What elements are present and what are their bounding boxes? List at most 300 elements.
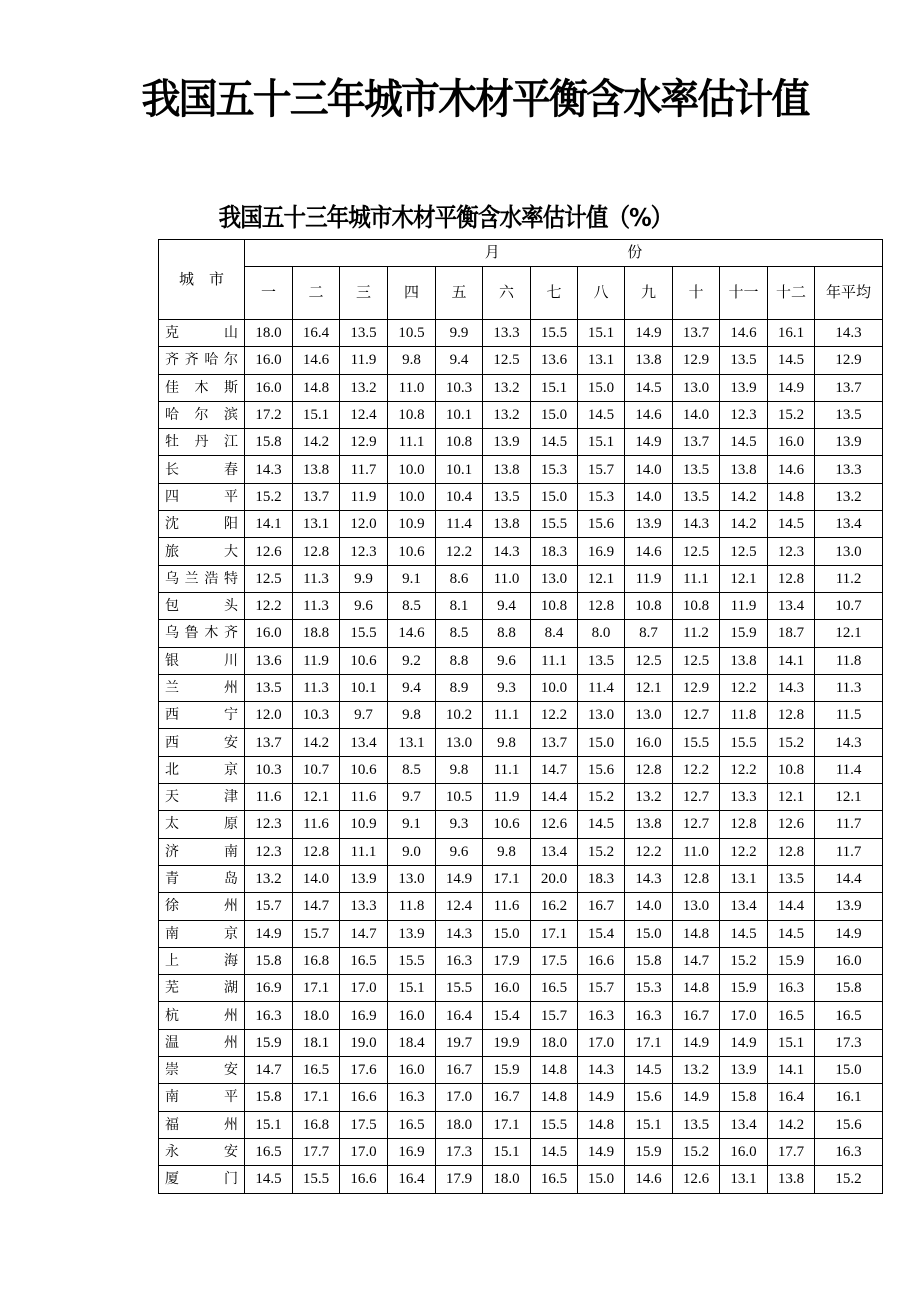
city-name-cell: 永安 xyxy=(159,1138,245,1165)
monthly-value-cell: 13.1 xyxy=(578,347,625,374)
monthly-value-cell: 15.1 xyxy=(245,1111,293,1138)
monthly-value-cell: 13.7 xyxy=(673,429,720,456)
monthly-value-cell: 15.5 xyxy=(673,729,720,756)
monthly-value-cell: 14.5 xyxy=(720,429,768,456)
monthly-value-cell: 12.5 xyxy=(625,647,673,674)
monthly-value-cell: 14.0 xyxy=(673,401,720,428)
monthly-value-cell: 15.1 xyxy=(483,1138,531,1165)
monthly-value-cell: 18.3 xyxy=(531,538,578,565)
monthly-value-cell: 13.5 xyxy=(340,320,388,347)
monthly-value-cell: 13.0 xyxy=(673,374,720,401)
monthly-value-cell: 12.3 xyxy=(245,811,293,838)
table-row xyxy=(159,1111,883,1138)
monthly-value-cell: 17.9 xyxy=(436,1166,483,1193)
monthly-value-cell: 15.4 xyxy=(483,1002,531,1029)
monthly-value-cell: 14.4 xyxy=(768,893,815,920)
monthly-value-cell: 12.7 xyxy=(673,811,720,838)
monthly-value-cell: 17.1 xyxy=(293,975,340,1002)
monthly-value-cell: 10.8 xyxy=(673,592,720,619)
monthly-value-cell: 18.3 xyxy=(578,865,625,892)
monthly-value-cell: 15.1 xyxy=(293,401,340,428)
table-row xyxy=(159,784,883,811)
city-name-cell: 杭州 xyxy=(159,1002,245,1029)
monthly-value-cell: 10.9 xyxy=(340,811,388,838)
monthly-value-cell: 17.1 xyxy=(531,920,578,947)
monthly-value-cell: 11.9 xyxy=(483,784,531,811)
monthly-value-cell: 16.3 xyxy=(245,1002,293,1029)
monthly-value-cell: 8.5 xyxy=(388,756,436,783)
table-row xyxy=(159,1138,883,1165)
annual-average-cell: 14.3 xyxy=(815,320,883,347)
monthly-value-cell: 15.6 xyxy=(625,1084,673,1111)
monthly-value-cell: 8.1 xyxy=(436,592,483,619)
city-name-cell: 乌兰浩特 xyxy=(159,565,245,592)
monthly-value-cell: 16.0 xyxy=(388,1057,436,1084)
monthly-value-cell: 15.3 xyxy=(625,975,673,1002)
monthly-value-cell: 13.9 xyxy=(483,429,531,456)
monthly-value-cell: 11.6 xyxy=(340,784,388,811)
annual-average-cell: 11.7 xyxy=(815,811,883,838)
monthly-value-cell: 13.2 xyxy=(483,401,531,428)
moisture-table xyxy=(158,239,883,1194)
monthly-value-cell: 10.7 xyxy=(293,756,340,783)
monthly-value-cell: 15.0 xyxy=(531,401,578,428)
annual-average-cell: 11.2 xyxy=(815,565,883,592)
monthly-value-cell: 12.2 xyxy=(673,756,720,783)
monthly-value-cell: 17.6 xyxy=(340,1057,388,1084)
monthly-value-cell: 15.7 xyxy=(578,975,625,1002)
city-name-cell: 济南 xyxy=(159,838,245,865)
city-name-cell: 乌鲁木齐 xyxy=(159,620,245,647)
monthly-value-cell: 15.3 xyxy=(578,483,625,510)
monthly-value-cell: 12.9 xyxy=(340,429,388,456)
monthly-value-cell: 15.9 xyxy=(768,947,815,974)
monthly-value-cell: 9.3 xyxy=(483,674,531,701)
table-row xyxy=(159,674,883,701)
monthly-value-cell: 14.3 xyxy=(673,511,720,538)
monthly-value-cell: 14.9 xyxy=(673,1029,720,1056)
monthly-value-cell: 11.1 xyxy=(531,647,578,674)
monthly-value-cell: 16.3 xyxy=(436,947,483,974)
monthly-value-cell: 18.0 xyxy=(483,1166,531,1193)
monthly-value-cell: 13.9 xyxy=(388,920,436,947)
annual-average-cell: 11.8 xyxy=(815,647,883,674)
monthly-value-cell: 10.8 xyxy=(436,429,483,456)
monthly-value-cell: 13.8 xyxy=(720,456,768,483)
monthly-value-cell: 16.9 xyxy=(245,975,293,1002)
monthly-value-cell: 15.8 xyxy=(245,947,293,974)
monthly-value-cell: 14.5 xyxy=(768,347,815,374)
monthly-value-cell: 13.9 xyxy=(625,511,673,538)
monthly-value-cell: 8.6 xyxy=(436,565,483,592)
monthly-value-cell: 14.5 xyxy=(578,811,625,838)
table-row xyxy=(159,320,883,347)
month-header: 八 xyxy=(578,267,625,320)
header-row-1 xyxy=(159,240,883,267)
monthly-value-cell: 16.4 xyxy=(388,1166,436,1193)
table-row xyxy=(159,947,883,974)
monthly-value-cell: 14.5 xyxy=(245,1166,293,1193)
monthly-value-cell: 18.7 xyxy=(768,620,815,647)
annual-average-cell: 13.9 xyxy=(815,429,883,456)
monthly-value-cell: 14.5 xyxy=(625,1057,673,1084)
monthly-value-cell: 14.8 xyxy=(531,1084,578,1111)
annual-average-cell: 12.9 xyxy=(815,347,883,374)
monthly-value-cell: 16.9 xyxy=(340,1002,388,1029)
monthly-value-cell: 13.4 xyxy=(531,838,578,865)
monthly-value-cell: 10.4 xyxy=(436,483,483,510)
monthly-value-cell: 10.3 xyxy=(293,702,340,729)
monthly-value-cell: 13.8 xyxy=(625,347,673,374)
monthly-value-cell: 10.1 xyxy=(436,401,483,428)
monthly-value-cell: 11.6 xyxy=(483,893,531,920)
month-header: 七 xyxy=(531,267,578,320)
monthly-value-cell: 12.8 xyxy=(293,538,340,565)
monthly-value-cell: 9.8 xyxy=(388,702,436,729)
monthly-value-cell: 14.5 xyxy=(768,511,815,538)
monthly-value-cell: 16.7 xyxy=(436,1057,483,1084)
monthly-value-cell: 13.5 xyxy=(720,347,768,374)
monthly-value-cell: 12.2 xyxy=(720,756,768,783)
city-name-cell: 天津 xyxy=(159,784,245,811)
monthly-value-cell: 9.7 xyxy=(388,784,436,811)
monthly-value-cell: 17.1 xyxy=(483,865,531,892)
monthly-value-cell: 12.1 xyxy=(768,784,815,811)
monthly-value-cell: 12.1 xyxy=(293,784,340,811)
monthly-value-cell: 12.3 xyxy=(340,538,388,565)
monthly-value-cell: 15.5 xyxy=(388,947,436,974)
table-row xyxy=(159,565,883,592)
annual-average-cell: 11.4 xyxy=(815,756,883,783)
monthly-value-cell: 12.8 xyxy=(768,838,815,865)
monthly-value-cell: 12.3 xyxy=(720,401,768,428)
monthly-value-cell: 11.6 xyxy=(293,811,340,838)
city-column-header: 城 市 xyxy=(159,240,245,320)
monthly-value-cell: 15.5 xyxy=(436,975,483,1002)
monthly-value-cell: 14.7 xyxy=(245,1057,293,1084)
monthly-value-cell: 11.1 xyxy=(483,756,531,783)
monthly-value-cell: 14.3 xyxy=(578,1057,625,1084)
monthly-value-cell: 12.8 xyxy=(578,592,625,619)
city-name-cell: 齐齐哈尔 xyxy=(159,347,245,374)
city-name-cell: 厦门 xyxy=(159,1166,245,1193)
monthly-value-cell: 10.8 xyxy=(388,401,436,428)
table-row xyxy=(159,702,883,729)
monthly-value-cell: 13.1 xyxy=(293,511,340,538)
monthly-value-cell: 14.5 xyxy=(768,920,815,947)
monthly-value-cell: 10.0 xyxy=(531,674,578,701)
monthly-value-cell: 16.5 xyxy=(768,1002,815,1029)
monthly-value-cell: 13.0 xyxy=(625,702,673,729)
monthly-value-cell: 13.4 xyxy=(720,893,768,920)
annual-average-cell: 15.8 xyxy=(815,975,883,1002)
monthly-value-cell: 14.9 xyxy=(625,320,673,347)
month-header: 一 xyxy=(245,267,293,320)
annual-average-cell: 14.9 xyxy=(815,920,883,947)
monthly-value-cell: 11.0 xyxy=(673,838,720,865)
monthly-value-cell: 14.3 xyxy=(625,865,673,892)
monthly-value-cell: 11.6 xyxy=(245,784,293,811)
monthly-value-cell: 13.7 xyxy=(531,729,578,756)
monthly-value-cell: 16.9 xyxy=(388,1138,436,1165)
month-header: 六 xyxy=(483,267,531,320)
monthly-value-cell: 11.1 xyxy=(673,565,720,592)
monthly-value-cell: 15.7 xyxy=(245,893,293,920)
monthly-value-cell: 17.7 xyxy=(293,1138,340,1165)
annual-average-cell: 14.3 xyxy=(815,729,883,756)
monthly-value-cell: 12.5 xyxy=(720,538,768,565)
monthly-value-cell: 13.3 xyxy=(340,893,388,920)
monthly-value-cell: 13.0 xyxy=(388,865,436,892)
monthly-value-cell: 15.2 xyxy=(720,947,768,974)
monthly-value-cell: 12.2 xyxy=(720,838,768,865)
city-name-cell: 银川 xyxy=(159,647,245,674)
table-row xyxy=(159,1084,883,1111)
annual-average-cell: 11.3 xyxy=(815,674,883,701)
monthly-value-cell: 11.3 xyxy=(293,592,340,619)
monthly-value-cell: 14.0 xyxy=(293,865,340,892)
month-header: 十一 xyxy=(720,267,768,320)
monthly-value-cell: 9.1 xyxy=(388,811,436,838)
monthly-value-cell: 15.2 xyxy=(673,1138,720,1165)
monthly-value-cell: 12.7 xyxy=(673,702,720,729)
monthly-value-cell: 11.3 xyxy=(293,674,340,701)
monthly-value-cell: 14.6 xyxy=(293,347,340,374)
monthly-value-cell: 9.3 xyxy=(436,811,483,838)
monthly-value-cell: 9.6 xyxy=(340,592,388,619)
monthly-value-cell: 17.7 xyxy=(768,1138,815,1165)
month-header: 四 xyxy=(388,267,436,320)
monthly-value-cell: 14.6 xyxy=(768,456,815,483)
monthly-value-cell: 17.1 xyxy=(625,1029,673,1056)
monthly-value-cell: 12.6 xyxy=(673,1166,720,1193)
monthly-value-cell: 14.3 xyxy=(483,538,531,565)
monthly-value-cell: 12.8 xyxy=(293,838,340,865)
city-name-cell: 西安 xyxy=(159,729,245,756)
monthly-value-cell: 15.6 xyxy=(578,756,625,783)
city-name-cell: 崇安 xyxy=(159,1057,245,1084)
monthly-value-cell: 14.2 xyxy=(720,511,768,538)
monthly-value-cell: 14.9 xyxy=(436,865,483,892)
monthly-value-cell: 15.2 xyxy=(245,483,293,510)
monthly-value-cell: 17.1 xyxy=(483,1111,531,1138)
annual-average-cell: 16.1 xyxy=(815,1084,883,1111)
month-header: 十 xyxy=(673,267,720,320)
month-header: 三 xyxy=(340,267,388,320)
monthly-value-cell: 15.5 xyxy=(531,1111,578,1138)
monthly-value-cell: 12.5 xyxy=(673,538,720,565)
monthly-value-cell: 8.8 xyxy=(436,647,483,674)
table-row xyxy=(159,865,883,892)
monthly-value-cell: 14.2 xyxy=(768,1111,815,1138)
city-name-cell: 太原 xyxy=(159,811,245,838)
monthly-value-cell: 16.2 xyxy=(531,893,578,920)
monthly-value-cell: 12.0 xyxy=(245,702,293,729)
monthly-value-cell: 13.8 xyxy=(293,456,340,483)
monthly-value-cell: 9.9 xyxy=(436,320,483,347)
monthly-value-cell: 14.7 xyxy=(673,947,720,974)
monthly-value-cell: 12.4 xyxy=(436,893,483,920)
city-name-cell: 哈尔滨 xyxy=(159,401,245,428)
monthly-value-cell: 16.8 xyxy=(293,947,340,974)
monthly-value-cell: 18.8 xyxy=(293,620,340,647)
monthly-value-cell: 9.6 xyxy=(483,647,531,674)
monthly-value-cell: 10.8 xyxy=(768,756,815,783)
monthly-value-cell: 13.0 xyxy=(673,893,720,920)
monthly-value-cell: 16.7 xyxy=(673,1002,720,1029)
monthly-value-cell: 11.3 xyxy=(293,565,340,592)
monthly-value-cell: 13.1 xyxy=(720,865,768,892)
monthly-value-cell: 11.8 xyxy=(388,893,436,920)
monthly-value-cell: 16.6 xyxy=(340,1084,388,1111)
monthly-value-cell: 14.6 xyxy=(720,320,768,347)
annual-average-cell: 11.5 xyxy=(815,702,883,729)
monthly-value-cell: 16.0 xyxy=(625,729,673,756)
monthly-value-cell: 15.5 xyxy=(531,511,578,538)
month-group-label-right: 份 xyxy=(627,245,643,261)
monthly-value-cell: 10.1 xyxy=(340,674,388,701)
monthly-value-cell: 14.5 xyxy=(625,374,673,401)
monthly-value-cell: 12.9 xyxy=(673,347,720,374)
monthly-value-cell: 9.2 xyxy=(388,647,436,674)
monthly-value-cell: 14.7 xyxy=(531,756,578,783)
monthly-value-cell: 13.8 xyxy=(720,647,768,674)
monthly-value-cell: 16.4 xyxy=(293,320,340,347)
monthly-value-cell: 19.0 xyxy=(340,1029,388,1056)
city-name-cell: 旅大 xyxy=(159,538,245,565)
monthly-value-cell: 16.0 xyxy=(768,429,815,456)
city-name-cell: 上海 xyxy=(159,947,245,974)
monthly-value-cell: 17.1 xyxy=(293,1084,340,1111)
month-header: 二 xyxy=(293,267,340,320)
monthly-value-cell: 13.1 xyxy=(388,729,436,756)
monthly-value-cell: 13.4 xyxy=(768,592,815,619)
monthly-value-cell: 11.7 xyxy=(340,456,388,483)
annual-average-header: 年平均 xyxy=(815,267,883,320)
monthly-value-cell: 15.7 xyxy=(531,1002,578,1029)
monthly-value-cell: 18.1 xyxy=(293,1029,340,1056)
monthly-value-cell: 13.3 xyxy=(720,784,768,811)
annual-average-cell: 13.3 xyxy=(815,456,883,483)
monthly-value-cell: 11.0 xyxy=(483,565,531,592)
monthly-value-cell: 15.9 xyxy=(720,620,768,647)
monthly-value-cell: 12.6 xyxy=(531,811,578,838)
monthly-value-cell: 15.8 xyxy=(625,947,673,974)
monthly-value-cell: 16.0 xyxy=(720,1138,768,1165)
monthly-value-cell: 9.9 xyxy=(340,565,388,592)
monthly-value-cell: 9.8 xyxy=(483,838,531,865)
header-row-2 xyxy=(159,267,883,320)
annual-average-cell: 16.5 xyxy=(815,1002,883,1029)
monthly-value-cell: 11.2 xyxy=(673,620,720,647)
monthly-value-cell: 10.5 xyxy=(388,320,436,347)
monthly-value-cell: 9.0 xyxy=(388,838,436,865)
monthly-value-cell: 16.3 xyxy=(625,1002,673,1029)
monthly-value-cell: 12.2 xyxy=(720,674,768,701)
monthly-value-cell: 14.3 xyxy=(436,920,483,947)
monthly-value-cell: 17.3 xyxy=(436,1138,483,1165)
monthly-value-cell: 12.2 xyxy=(436,538,483,565)
monthly-value-cell: 14.8 xyxy=(578,1111,625,1138)
monthly-value-cell: 14.5 xyxy=(720,920,768,947)
monthly-value-cell: 12.5 xyxy=(483,347,531,374)
city-name-cell: 南平 xyxy=(159,1084,245,1111)
monthly-value-cell: 15.3 xyxy=(531,456,578,483)
monthly-value-cell: 13.8 xyxy=(483,511,531,538)
monthly-value-cell: 14.6 xyxy=(625,538,673,565)
monthly-value-cell: 12.0 xyxy=(340,511,388,538)
monthly-value-cell: 12.7 xyxy=(673,784,720,811)
monthly-value-cell: 14.8 xyxy=(673,975,720,1002)
monthly-value-cell: 13.0 xyxy=(578,702,625,729)
monthly-value-cell: 11.9 xyxy=(293,647,340,674)
annual-average-cell: 13.5 xyxy=(815,401,883,428)
monthly-value-cell: 12.8 xyxy=(720,811,768,838)
monthly-value-cell: 16.3 xyxy=(578,1002,625,1029)
monthly-value-cell: 12.5 xyxy=(245,565,293,592)
monthly-value-cell: 10.3 xyxy=(436,374,483,401)
table-row xyxy=(159,838,883,865)
monthly-value-cell: 9.8 xyxy=(436,756,483,783)
monthly-value-cell: 15.5 xyxy=(531,320,578,347)
monthly-value-cell: 19.9 xyxy=(483,1029,531,1056)
monthly-value-cell: 17.0 xyxy=(340,1138,388,1165)
monthly-value-cell: 15.9 xyxy=(245,1029,293,1056)
annual-average-cell: 16.0 xyxy=(815,947,883,974)
monthly-value-cell: 17.5 xyxy=(340,1111,388,1138)
table-title: 我国五十三年城市木材平衡含水率估计值（%） xyxy=(218,203,673,232)
monthly-value-cell: 13.9 xyxy=(720,1057,768,1084)
monthly-value-cell: 15.8 xyxy=(245,1084,293,1111)
monthly-value-cell: 14.7 xyxy=(340,920,388,947)
monthly-value-cell: 8.7 xyxy=(625,620,673,647)
monthly-value-cell: 14.3 xyxy=(768,674,815,701)
monthly-value-cell: 13.4 xyxy=(720,1111,768,1138)
monthly-value-cell: 17.0 xyxy=(436,1084,483,1111)
monthly-value-cell: 10.8 xyxy=(625,592,673,619)
monthly-value-cell: 9.4 xyxy=(483,592,531,619)
monthly-value-cell: 10.5 xyxy=(436,784,483,811)
table-row xyxy=(159,1002,883,1029)
monthly-value-cell: 15.1 xyxy=(578,429,625,456)
monthly-value-cell: 14.8 xyxy=(673,920,720,947)
monthly-value-cell: 9.4 xyxy=(436,347,483,374)
month-header: 十二 xyxy=(768,267,815,320)
monthly-value-cell: 12.6 xyxy=(245,538,293,565)
monthly-value-cell: 16.6 xyxy=(578,947,625,974)
annual-average-cell: 12.1 xyxy=(815,620,883,647)
monthly-value-cell: 17.2 xyxy=(245,401,293,428)
monthly-value-cell: 12.8 xyxy=(768,702,815,729)
monthly-value-cell: 11.0 xyxy=(388,374,436,401)
monthly-value-cell: 13.8 xyxy=(483,456,531,483)
monthly-value-cell: 11.9 xyxy=(625,565,673,592)
annual-average-cell: 13.0 xyxy=(815,538,883,565)
monthly-value-cell: 14.8 xyxy=(293,374,340,401)
monthly-value-cell: 15.6 xyxy=(578,511,625,538)
monthly-value-cell: 13.1 xyxy=(720,1166,768,1193)
monthly-value-cell: 18.0 xyxy=(293,1002,340,1029)
monthly-value-cell: 13.3 xyxy=(483,320,531,347)
monthly-value-cell: 8.0 xyxy=(578,620,625,647)
monthly-value-cell: 13.6 xyxy=(531,347,578,374)
monthly-value-cell: 17.0 xyxy=(340,975,388,1002)
monthly-value-cell: 15.1 xyxy=(388,975,436,1002)
monthly-value-cell: 13.2 xyxy=(340,374,388,401)
month-header: 九 xyxy=(625,267,673,320)
monthly-value-cell: 10.0 xyxy=(388,456,436,483)
city-name-cell: 南京 xyxy=(159,920,245,947)
